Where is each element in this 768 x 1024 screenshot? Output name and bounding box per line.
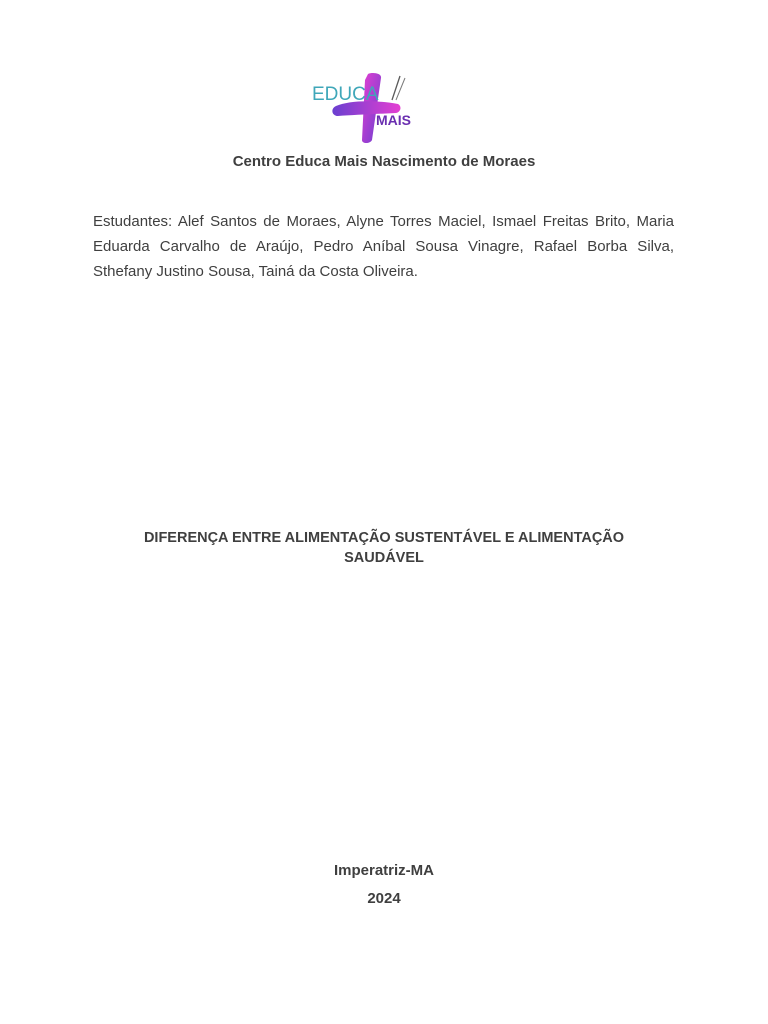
institution-name: Centro Educa Mais Nascimento de Moraes (232, 153, 536, 170)
educa-mais-logo (310, 70, 424, 146)
logo-mais-text: MAIS (376, 112, 411, 128)
plus-brush-logo-icon (310, 70, 424, 146)
students-list: Estudantes: Alef Santos de Moraes, Alyne Torres Maciel, Ismael Freitas Brito, Maria Eduarda Carvalho de Araújo, Pedro Aníbal Sousa Vinagre, Rafael Borba Silva, Sthefany Justino Sousa, Tainá da Costa Oliveira. (93, 213, 674, 280)
city-label: Imperatriz-MA (333, 862, 434, 879)
logo-educa-text: EDUCA (312, 84, 379, 105)
year-label: 2024 (367, 890, 401, 907)
document-title: DIFERENÇA ENTRE ALIMENTAÇÃO SUSTENTÁVEL E ALIMENTAÇÃO SAUDÁVEL (143, 530, 625, 566)
